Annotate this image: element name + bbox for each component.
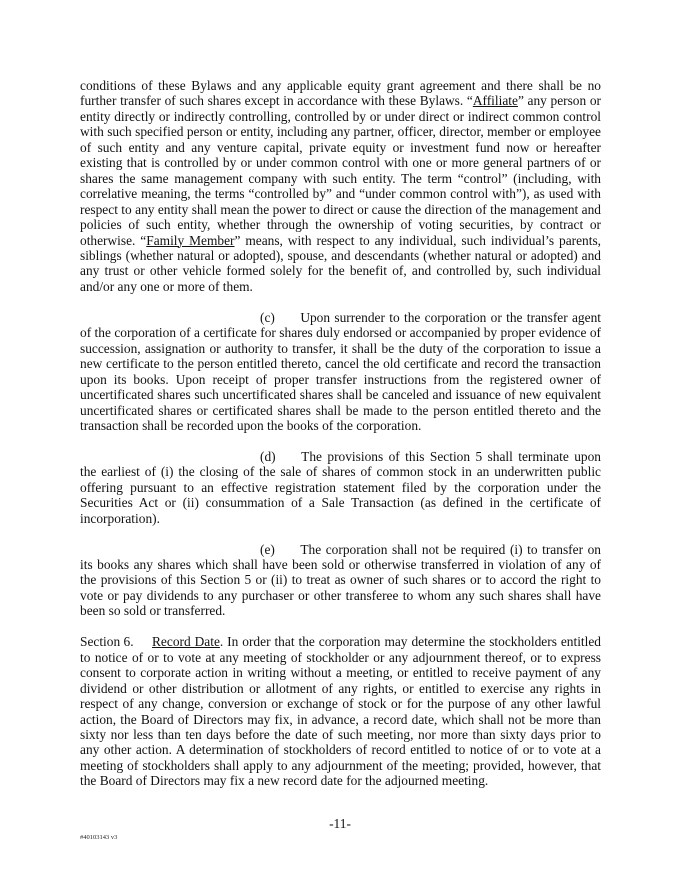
defined-term-affiliate: Affiliate [472,93,518,109]
paragraph-e [80,542,601,619]
paragraph-text: Upon surrender to the corporation or the transfer agent of the corporation of a certificate for shares duly endorsed or accompanied by proper evidence of succession, assignation or authority to transfer, it shall be the duty of the corporation to issue a new certificate to the person entitled thereto, cancel the old certificate and record the transaction upon its books. Upon receipt of proper transfer instructions from the registered owner of uncertificated shares such uncertificated shares shall be canceled and issuance of new equivalent uncertificated shares or certificated shares shall be made to the person entitled thereto and the transaction shall be recorded upon the books of the corporation. [80,309,601,433]
paragraph-d [80,449,601,526]
paragraph-text: . In order that the corporation may determine the stockholders entitled to notice of or to vote at any meeting of stockholder or any adjournment thereof, or to express consent to corporate action in writing without a meeting, or entitled to receive payment of any dividend or other distribution or allotment of any rights, or entitled to exercise any rights in respect of any change, conversion or exchange of stock or for the purpose of any other lawful action, the Board of Directors may fix, in advance, a record date, which shall not be more than sixty nor less than ten days before the date of such meeting, nor more than sixty days prior to any other action. A determination of stockholders of record entitled to notice of or to vote at a meeting of stockholders shall apply to any adjournment of the meeting; provided, however, that the Board of Directors may fix a new record date for the adjourned meeting. [80,634,602,789]
section-title: Record Date [152,634,220,650]
paragraph-c [80,310,601,434]
section-number: Section 6. [80,634,134,650]
paragraph-text: conditions of these Bylaws and any applicable equity grant agreement and there shall be no further transfer of such shares except in accordance with these Bylaws. “ [80,78,601,109]
document-id: #40103143 v3 [80,834,118,841]
document-body [80,78,601,804]
paragraph-text: The corporation shall not be required (i) to transfer on its books any shares which shall have been sold or otherwise transferred in violation of any of the provisions of this Section 5 or (ii) to treat as owner of such shares or to accord the right to vote or pay dividends to any purchaser or other transferee to whom any such shares shall have been so sold or transferred. [80,541,601,619]
paragraph-label: (d) [260,448,276,464]
paragraph-text: ” any person or entity directly or indirectly controlling, controlled by or under direct or indirect common control with such specified person or entity, including any partner, officer, director, member or employee of such entity and any venture capital, private equity or investment fund now or hereafter existing that is controlled by or under common control with one or more general partners of or shares the same management company with such entity. The term “control” (including, with correlative meaning, the terms “controlled by” and “under common control with”), as used with respect to any entity shall mean the power to direct or cause the direction of the management and policies of such entity, whether through the ownership of voting securities, by contract or otherwise. “ [80,93,601,248]
paragraph-text: ” means, with respect to any individual, such individual’s parents, siblings (whether natural or adopted), spouse, and descendants (whether natural or adopted) and any trust or other vehicle formed solely for the benefit of, and controlled by, such individual and/or any one or more of them. [80,232,602,294]
paragraph-text: The provisions of this Section 5 shall terminate upon the earliest of (i) the closing of the sale of shares of common stock in an underwritten public offering pursuant to an effective registration statement filed by the corporation under the Securities Act or (ii) consummation of a Sale Transaction (as defined in the certificate of incorporation). [80,448,601,526]
paragraph-definitions [80,78,601,294]
paragraph-label: (e) [260,541,275,557]
defined-term-family-member: Family Member [146,232,235,248]
page-number: -11- [329,816,351,831]
paragraph-label: (c) [260,309,275,325]
section-6 [80,634,601,789]
